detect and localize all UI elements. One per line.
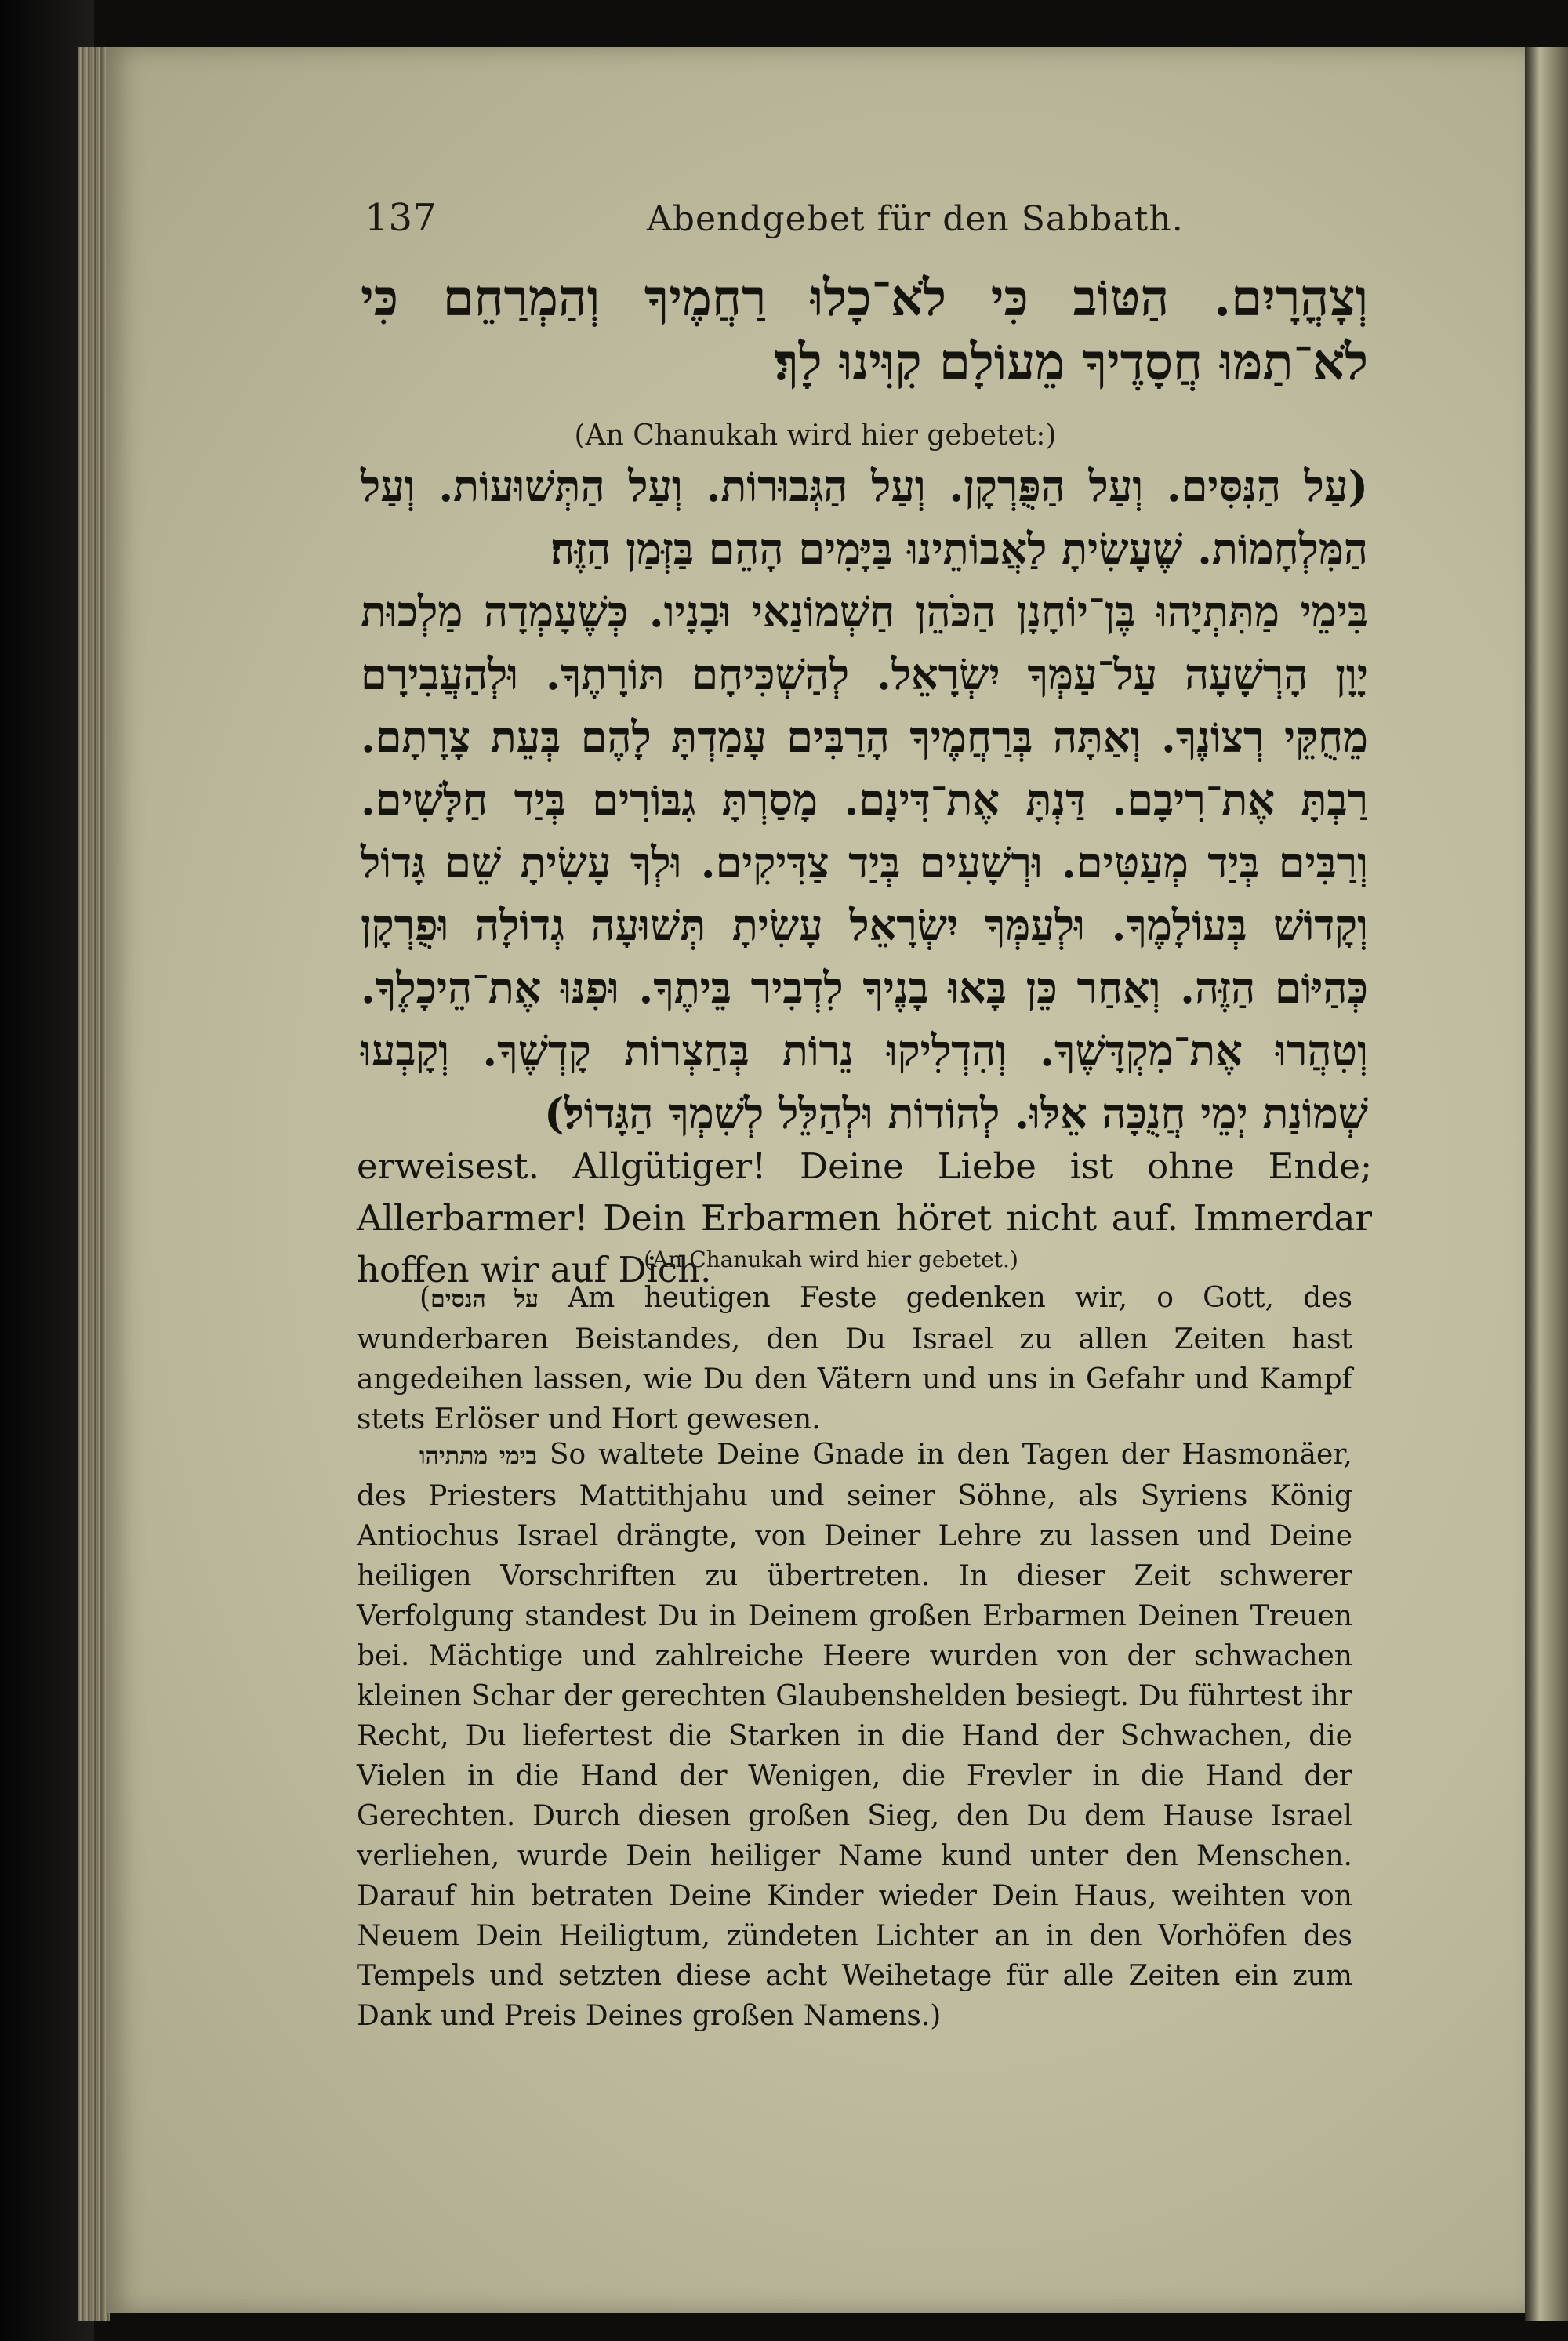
german-translation-block-1: erweisest. Allgütiger! Deine Liebe ist ohne Ende; Allerbarmer! Dein Erbarmen höret nicht auf. Immerdar hoffen wir auf Dich.	[357, 1145, 1372, 1290]
hebrew-incipit-al-hanissim: על הנסים	[430, 1286, 539, 1313]
page-header	[365, 196, 1376, 251]
page-edges	[78, 47, 110, 2321]
hebrew-prayer-block-1: וְצָהֳרָיִם. הַטּוֹב כִּי לֹא־כָלוּ רַחֲמֶיךָ וְהַמְרַחֵם כִּי לֹא־תַמּוּ חֲסָדֶיךָ מֵעוֹלָם קִוִּינוּ לָךְ׃	[361, 269, 1368, 392]
hebrew-bimei-matityahu: בִּימֵי מַתִּתְיָהוּ בֶּן־יוֹחָנָן הַכֹּהֵן חַשְׁמוֹנַאי וּבָנָיו. כְּשֶׁעָמְדָה מַלְכוּת יָוָן הָרְשָׁעָה עַל־עַמְּךָ יִשְׂרָאֵל. לְהַשְׁכִּיחָם תּוֹרָתֶךָ. וּלְהַעֲבִירָם מֵחֻקֵּי רְצוֹנֶךָ. וְאַתָּה בְּרַחֲמֶיךָ הָרַבִּים עָמַדְתָּ לָהֶם בְּעֵת צָרָתָם. רַבְתָּ אֶת־רִיבָם. דַּנְתָּ אֶת־דִּינָם. מָסַרְתָּ גִבּוֹרִים בְּיַד חַלָּשִׁים. וְרַבִּים בְּיַד מְעַטִּים. וּרְשָׁעִים בְּיַד צַדִּיקִים. וּלְךָ עָשִׂיתָ שֵׁם גָּדוֹל וְקָדוֹשׁ בְּעוֹלָמֶךָ. וּלְעַמְּךָ יִשְׂרָאֵל עָשִׂיתָ תְּשׁוּעָה גְדוֹלָה וּפֻרְקָן כְּהַיּוֹם הַזֶּה. וְאַחַר כֵּן בָּאוּ בָנֶיךָ לִדְבִיר בֵּיתֶךָ. וּפִנּוּ אֶת־הֵיכָלֶךָ. וְטִהֲרוּ אֶת־מִקְדָּשֶׁךָ. וְהִדְלִיקוּ נֵרוֹת בְּחַצְרוֹת קָדְשֶׁךָ. וְקָבְעוּ שְׁמוֹנַת יְמֵי חֲנֻכָּה אֵלּוּ. לְהוֹדוֹת וּלְהַלֵּל לְשִׁמְךָ הַגָּדוֹל׃)	[361, 586, 1368, 1138]
rubric-chanukah-german: (An Chanukah wird hier gebetet.)	[644, 1247, 1018, 1272]
rubric-chanukah-hebrew: (An Chanukah wird hier gebetet:)	[574, 419, 1057, 452]
german-paragraph-text: So waltete Deine Gnade in den Tagen der Hasmonäer, des Priesters Mattithjahu und seiner Söhne, als Syriens König Antiochus Israel drängte, von Deiner Lehre zu lassen und Deine heiligen Vorschriften zu übertreten. In dieser Zeit schwerer Verfolgung standest Du in Deinem großen Erbarmen Deinen Treuen bei. Mächtige und zahlreiche Heere wurden von der schwachen kleinen Schar der gerechten Glaubenshelden besiegt. Du führtest ihr Recht, Du liefertest die Starken in die Hand der Schwachen, die Vielen in die Hand der Wenigen, die Frevler in die Hand der Gerechten. Durch diesen großen Sieg, den Du dem Hause Israel verliehen, wurde Dein heiliger Name kund unter den Menschen. Darauf hin betraten Deine Kinder wieder Dein Haus, weihten von Neuem Dein Heiligtum, zündeten Lichter an in den Vorhöfen des Tempels und setzten diese acht Weihetage für alle Zeiten ein zum Dank und Preis Deines großen Namens.)	[357, 1439, 1352, 2032]
page-number: 137	[365, 196, 437, 240]
german-paragraph-al-hanissim	[357, 1278, 1352, 1439]
paragraph-open-paren: (	[419, 1282, 431, 1314]
german-paragraph-text: Am heutigen Feste gedenken wir, o Gott, des wunderbaren Beistandes, den Du Israel zu allen Zeiten hast angedeihen lassen, wie Du den Vätern und uns in Gefahr und Kampf stets Erlöser und Hort gewesen.	[357, 1282, 1353, 1435]
right-page-edge	[1525, 47, 1568, 2321]
hebrew-incipit-bimei: בימי מתתיהו	[419, 1443, 537, 1470]
running-head: Abendgebet für den Sabbath.	[647, 199, 1184, 239]
hebrew-al-hanissim: (עַל הַנִּסִּים. וְעַל הַפֻּרְקָן. וְעַל הַגְּבוּרוֹת. וְעַל הַתְּשׁוּעוֹת. וְעַל הַמִּלְחָמוֹת. שֶׁעָשִׂיתָ לַאֲבוֹתֵינוּ בַּיָּמִים הָהֵם בַּזְּמַן הַזֶּה׃	[361, 461, 1368, 574]
german-paragraph-bimei	[357, 1435, 1352, 2036]
